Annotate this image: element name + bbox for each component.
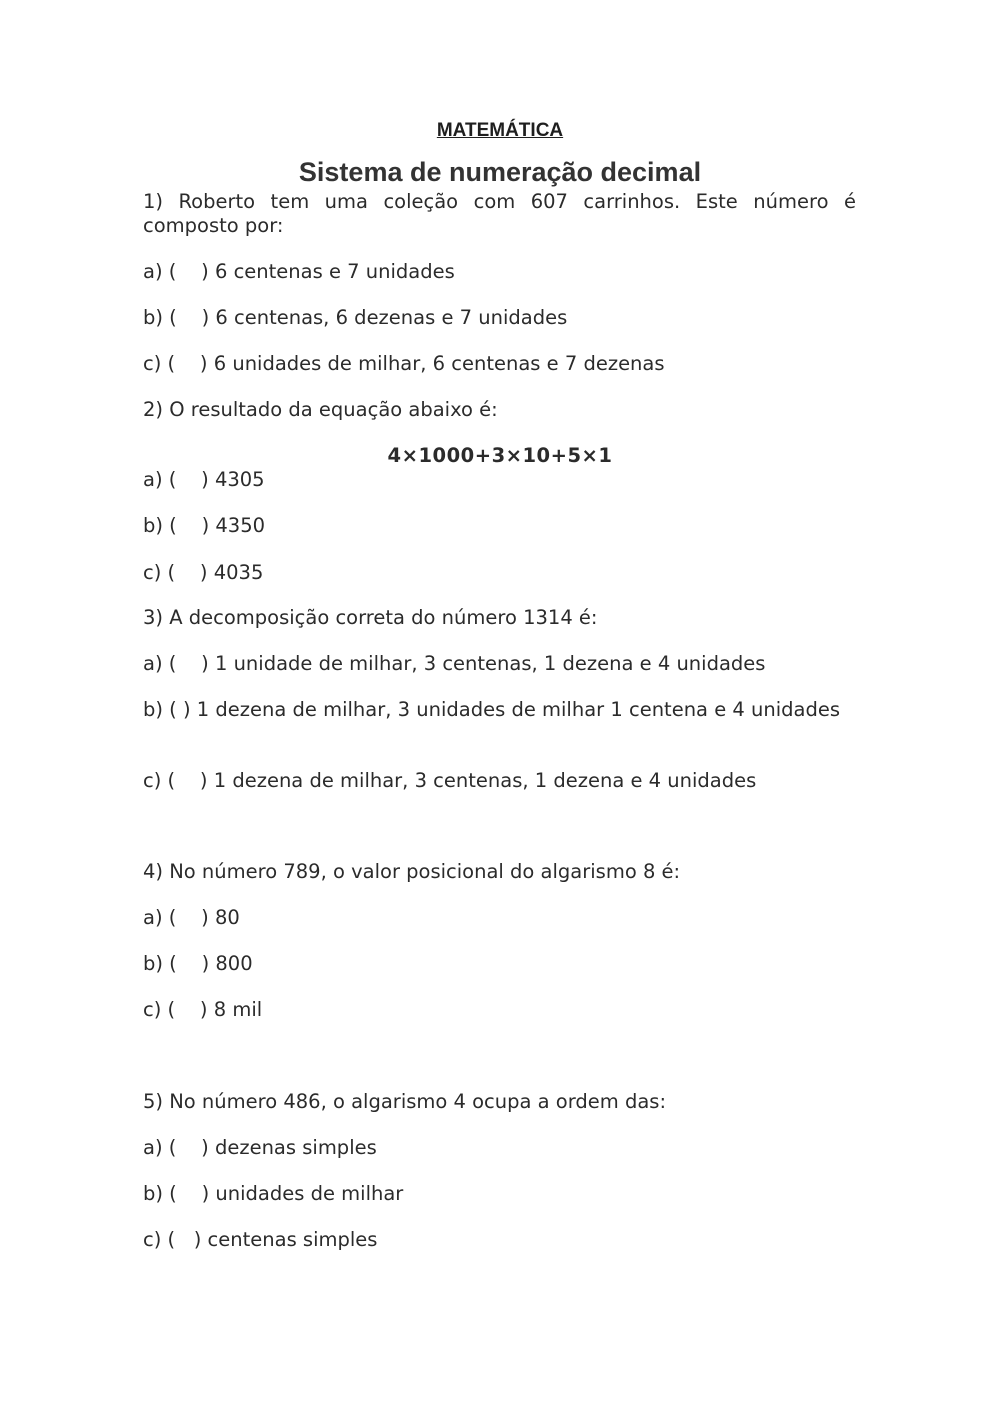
question-4-prompt: 4) No número 789, o valor posicional do algarismo 8 é: xyxy=(143,860,681,883)
question-5-option-b[interactable]: b) ( ) unidades de milhar xyxy=(143,1182,404,1205)
page-title: Sistema de numeração decimal xyxy=(298,157,702,187)
question-3-option-c[interactable]: c) ( ) 1 dezena de milhar, 3 centenas, 1 dezena e 4 unidades xyxy=(143,769,757,792)
question-2-prompt: 2) O resultado da equação abaixo é: xyxy=(143,398,498,421)
question-1-option-a[interactable]: a) ( ) 6 centenas e 7 unidades xyxy=(143,260,455,283)
question-3-prompt: 3) A decomposição correta do número 1314 é: xyxy=(143,606,598,629)
question-5-prompt: 5) No número 486, o algarismo 4 ocupa a ordem das: xyxy=(143,1090,667,1113)
question-1-option-c[interactable]: c) ( ) 6 unidades de milhar, 6 centenas e 7 dezenas xyxy=(143,352,665,375)
subject-heading: MATEMÁTICA xyxy=(436,120,564,141)
question-3-option-b[interactable]: b) ( ) 1 dezena de milhar, 3 unidades de milhar 1 centena e 4 unidades xyxy=(143,698,841,721)
question-4-option-b[interactable]: b) ( ) 800 xyxy=(143,952,253,975)
question-5-option-a[interactable]: a) ( ) dezenas simples xyxy=(143,1136,377,1159)
question-4-option-a[interactable]: a) ( ) 80 xyxy=(143,906,240,929)
question-2-option-a[interactable]: a) ( ) 4305 xyxy=(143,468,265,491)
question-2-equation: 4×1000+3×10+5×1 xyxy=(387,444,613,467)
question-3-option-a[interactable]: a) ( ) 1 unidade de milhar, 3 centenas, 1 dezena e 4 unidades xyxy=(143,652,766,675)
question-2-option-b[interactable]: b) ( ) 4350 xyxy=(143,514,266,537)
question-5-option-c[interactable]: c) ( ) centenas simples xyxy=(143,1228,378,1251)
question-1-prompt: 1) Roberto tem uma coleção com 607 carrinhos. Este número é composto por: xyxy=(143,190,856,237)
question-2-option-c[interactable]: c) ( ) 4035 xyxy=(143,561,264,584)
question-4-option-c[interactable]: c) ( ) 8 mil xyxy=(143,998,263,1021)
question-1-option-b[interactable]: b) ( ) 6 centenas, 6 dezenas e 7 unidades xyxy=(143,306,568,329)
